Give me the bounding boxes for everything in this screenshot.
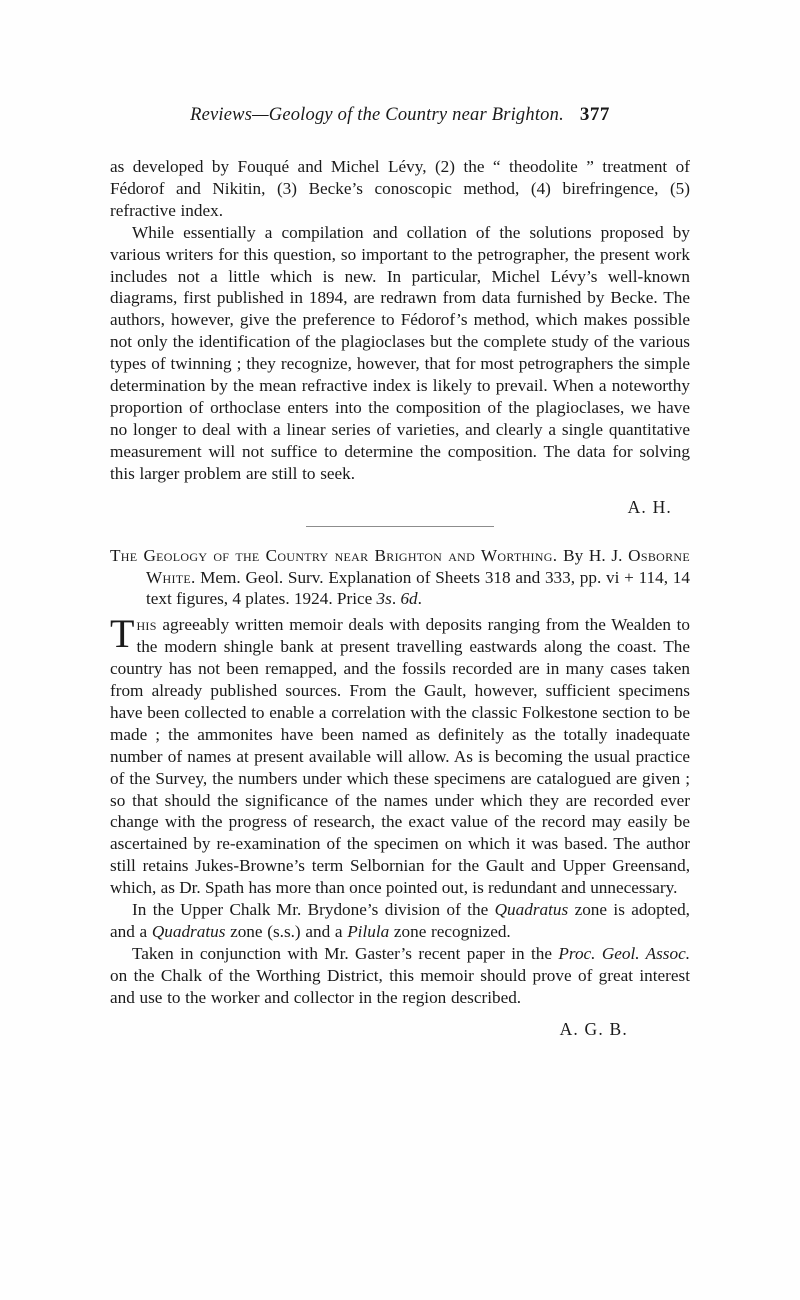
zone-name-pilula: Pilula: [347, 922, 390, 941]
page-content-column: [110, 104, 690, 1040]
drop-cap-lead-smallcaps: his: [136, 615, 157, 635]
review-2-author: Osborne White: [146, 545, 690, 587]
review-2-price-shillings: 3s: [376, 589, 392, 609]
p2-text-3: zone (s.s.) and a: [225, 922, 348, 941]
zone-name-quadratus-1: Quadratus: [494, 900, 569, 920]
p3-text-2: on the Chalk of the Worthing District, this memoir should prove of great interest and use to the worker and collector in the region described.: [110, 965, 690, 1007]
zone-name-quadratus-2: Quadratus: [151, 922, 226, 941]
section-divider: [110, 526, 690, 527]
review-2-byline-prefix: By H. J.: [563, 545, 629, 565]
review-2-citation: . Mem. Geol. Surv. Explanation of Sheets 318 and 333, pp. vi + 114, 14 text figures, 4 plates. 1924. Price: [146, 567, 690, 609]
review-2-title: The Geology of the Country near Brighton and Worthing.: [110, 545, 558, 565]
review-2-price-period: .: [417, 589, 422, 609]
review-2-paragraph-1-text: agreeably written memoir deals with deposits ranging from the Wealden to the modern shingle bank at present travelling eastwards along the coast. The country has not been remapped, and the fossils recorded are in many cases taken from already published sources. From the Gault, however, sufficient specimens have been collected to enable a correlation with the classic Folkestone section to be made ; the ammonites have been named as definitely as the totally inadequate number of names at present available will allow. As is becoming the usual practice of the Survey, the numbers under which these specimens are catalogued are given ; so that should the significance of the names under which they are recorded ever change with the progress of research, the exact value of the record may easily be ascertained by re-examination of the specimen on which it was based. The author still retains Jukes-Browne’s term Selbornian for the Gault and Upper Greensand, which, as Dr. Spath has more than once pointed out, is redundant and unnecessary.: [110, 615, 690, 898]
p2-text-2: zone is adopted, and a: [110, 900, 690, 941]
review-2-paragraph-1: [110, 611, 690, 899]
p2-text-1: In the Upper Chalk Mr. Brydone’s division of the: [132, 900, 495, 920]
review-2-price-separator: .: [391, 589, 401, 609]
drop-cap-letter: T: [110, 611, 135, 657]
review-2-price-pence: 6d: [400, 589, 418, 609]
journal-name-proc-geol-assoc: Proc. Geol. Assoc.: [558, 943, 690, 963]
review-2-paragraph-2: [110, 899, 690, 943]
review-1-paragraph-2: While essentially a compilation and collation of the solutions proposed by various writers for this question, so important to the petrographer, the present work includes not a little which is new. In particular, Michel Lévy’s well-known diagrams, first published in 1894, are redrawn from data furnished by Becke. The authors, however, give the preference to Fédorof’s method, which makes possible not only the identification of the plagioclases but the complete study of the various types of twinning ; they recognize, however, that for most petrographers the simple determination by the mean refractive index is likely to prevail. When a noteworthy proportion of orthoclase enters into the composition of the plagioclases, we have no longer to deal with a linear series of varieties, and clearly a single quantitative measurement will not suffice to determine the composition. The data for solving this larger problem are still to seek.: [110, 222, 690, 483]
review-2-heading: [110, 545, 690, 611]
running-head: [110, 104, 690, 126]
review-1-continued-paragraph: as developed by Fouqué and Michel Lévy, (2) the “ theodolite ” treatment of Fédorof and Nikitin, (3) Becke’s conoscopic method, (4) birefringence, (5) refractive index.: [110, 157, 690, 220]
review-2-paragraph-3: [110, 943, 690, 1009]
page-number: 377: [579, 104, 610, 125]
review-2-signature: A. G. B.: [559, 1018, 628, 1039]
running-head-title: Reviews—Geology of the Country near Brighton.: [190, 105, 564, 125]
p2-text-4: zone recognized.: [389, 922, 511, 941]
review-1-signature: A. H.: [627, 496, 672, 517]
divider-rule: [306, 526, 494, 527]
p3-text-1: Taken in conjunction with Mr. Gaster’s recent paper in the: [132, 943, 559, 963]
